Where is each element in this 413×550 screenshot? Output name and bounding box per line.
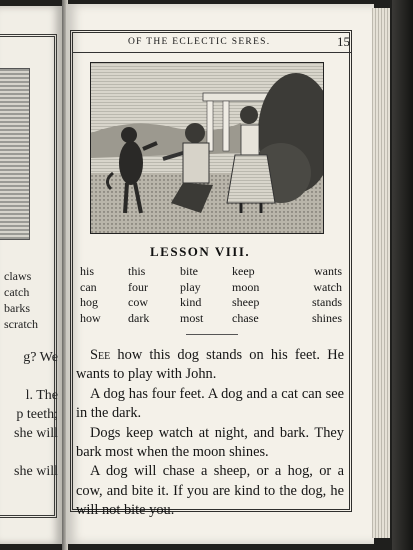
paragraph-lead: See — [90, 347, 111, 363]
right-page — [66, 4, 374, 544]
left-page-illustration — [0, 68, 30, 240]
spelling-word: this — [128, 264, 146, 278]
spelling-word: kind — [180, 295, 202, 309]
reading-passage — [76, 346, 344, 521]
paragraph — [76, 346, 344, 385]
word-row — [80, 311, 342, 327]
spelling-word: can — [80, 279, 97, 294]
spelling-word: four — [128, 279, 148, 294]
left-word: catch — [4, 285, 30, 299]
paragraph — [76, 424, 344, 463]
paragraph-text: A dog will chase a sheep, or a hog, or a cow, and bite it. If you are kind to the dog, he will not bite you. — [76, 463, 344, 519]
running-head: OF THE ECLECTIC SERES. — [128, 37, 271, 47]
page-header — [72, 36, 352, 53]
word-row — [80, 295, 342, 311]
book-cover-edge — [392, 0, 413, 550]
spelling-word: watch — [313, 279, 342, 294]
left-word-list — [4, 268, 38, 332]
left-word: claws — [4, 269, 32, 283]
left-line: g? We — [23, 350, 58, 365]
word-row — [80, 264, 342, 280]
spelling-word: moon — [232, 279, 260, 294]
spelling-word: chase — [232, 310, 259, 325]
page-edges — [372, 8, 390, 538]
engraving-illustration — [90, 62, 324, 234]
left-word: scratch — [4, 317, 38, 331]
spelling-word: his — [80, 264, 95, 278]
spelling-word: hog — [80, 295, 98, 309]
spelling-word: most — [180, 310, 204, 325]
paragraph — [76, 462, 344, 520]
page-number: 15 — [337, 34, 350, 49]
spelling-word: dark — [128, 310, 150, 325]
spelling-word: cow — [128, 295, 148, 309]
spelling-word-grid — [80, 264, 342, 326]
word-row — [80, 280, 342, 296]
spelling-word: bite — [180, 264, 198, 278]
left-line: l. The — [25, 388, 58, 403]
paragraph-text: Dogs keep watch at night, and bark. They bark most when the moon shines. — [76, 424, 344, 461]
left-word: barks — [4, 301, 30, 315]
paragraph — [76, 385, 344, 424]
spelling-word: wants — [314, 264, 342, 278]
spelling-word: shines — [312, 310, 342, 325]
spelling-word: stands — [312, 295, 342, 309]
spelling-word: how — [80, 310, 101, 325]
spelling-word: sheep — [232, 295, 260, 309]
left-line: she will — [14, 464, 58, 479]
lesson-title: LESSON VIII. — [150, 244, 251, 259]
left-line: p teeth; — [16, 407, 58, 422]
paragraph-text: A dog has four feet. A dog and a cat can see in the dark. — [76, 385, 344, 422]
section-rule — [186, 334, 238, 335]
spelling-word: play — [180, 279, 201, 294]
spelling-word: keep — [232, 264, 255, 278]
left-text-fragments — [0, 348, 58, 481]
left-page — [0, 6, 62, 544]
paragraph-text: how this dog stands on his feet. He wants to play with John. — [76, 347, 344, 383]
engraving-boy-girl-dog-icon — [91, 63, 323, 233]
left-line: she will — [14, 426, 58, 441]
